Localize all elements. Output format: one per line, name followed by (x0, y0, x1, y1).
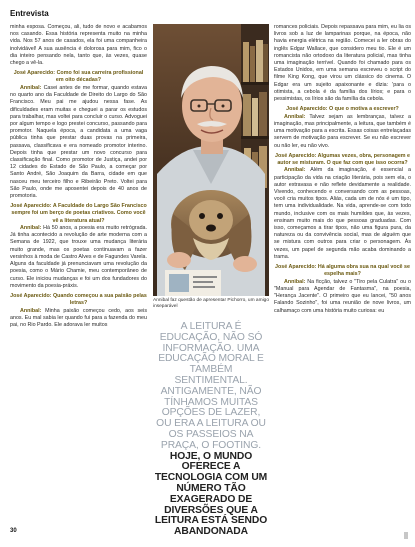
question: José Aparecido: Algumas vezes, obra, personagem e autor se misturam. O que faz com que isso ocorra? (274, 152, 411, 166)
answer-speaker: Annibal: (284, 113, 306, 120)
answer-speaker: Annibal: (20, 225, 42, 232)
question: José Aparecido: Quando começou a sua paixão pelas letras? (10, 292, 147, 307)
question: José Aparecido: Como foi sua carreira profissional em oito décadas? (13, 70, 144, 84)
answer (274, 167, 411, 261)
question: José Aparecido: O que o motiva a escrever? (286, 106, 399, 113)
answer-speaker: Annibal: (20, 84, 42, 91)
answer-text: Na ficção, talvez o "Tiro pela Culatra" ou o "Manual para Agendar de Fantasma", na poesia, "Herança Jacente". O primeiro que eu lancei, "50 anos Falando Sozinho", foi uma reunião de nove livros, um calhamaço com uma história muito curiosa: eu (274, 278, 411, 314)
paragraph: minha esposa. Começou, ali, tudo de novo e acabamos nos casando. Essa história representa muito na minha vida. Nos 57 anos de casados, ela foi uma companheira inolvidável! A sua ausência é dolorosa para mim, fico o dia inteiro pensando nela, tanto que, às vezes, quase chego a vê-la. (10, 24, 147, 67)
interview-photo (153, 24, 269, 296)
answer (10, 225, 147, 290)
answer (274, 114, 411, 150)
photo-illustration (153, 24, 269, 296)
pull-quote-light: A LEITURA É EDUCAÇÃO, NÃO SÓ INFORMAÇÃO. UMA EDUCAÇÃO MORAL E TAMBÉM SENTIMENTAL. ANTIGAMENTE, NÃO TÍNHAMOS MUITAS OPÇÕES DE LAZER, OU ERA A LEITURA OU OS PASSEIOS NA PRAÇA, O FOOTING. (156, 321, 266, 451)
right-column (274, 24, 411, 315)
answer-text: Minha paixão começou cedo, aos seis anos. Eu mal sabia ler quando fui para a fazenda do meu pai, no Rio Pardo. Ele adorava ler muitos (10, 307, 147, 329)
answer (10, 85, 147, 200)
answer-text: Além da imaginação, é essencial a participação da vida na criação literária, pois sem ela, o autor extravasa e não reflete devidamente a realidade. Vivendo, conhecendo e conversando com as pessoas, você cria muitos tipos. Aliás, cada um de nós é um tipo, tem uma individualidade. Na vida, aprende-se com todo mundo, inclusive com os mais humildes que, às vezes, ensinam muito mais do que pessoas graduadas. Com isso, começamos a tirar tipos, não uma figura pura, da natureza ou da convivência social, mas de alguém que se mistura com outros para criar o personagem. Às vezes, um papel de segunda mão acaba dominando a trama. (274, 167, 411, 260)
answer-speaker: Annibal: (20, 307, 42, 314)
answer-speaker: Annibal: (284, 167, 306, 174)
paragraph: romances policiais. Depois repassava para mim, eu lia os livros sob a luz de lamparinas porque, na época, não havia energia elétrica na região. Comecei a ler obras do inglês Edgar Wallace, que considero meu tio. Ele é um romancista não ortodoxo da literatura policial, mas tinha uma imaginação terrível. Quando foi chamado para os Estados Unidos, em uma semana escreveu o script do filme King Kong, que virou um clássico do cinema. O Edgar era um sujeito apaixonante e dizia: 'para o otimista, a cebola é da família dos lírios; e para o pessimistas, os lírios são da família da cebola. (274, 24, 411, 103)
page-edge-mark (404, 532, 408, 539)
pull-quote (153, 322, 269, 538)
answer (10, 308, 147, 330)
answer (274, 279, 411, 315)
pull-quote-bold: HOJE, O MUNDO OFERECE A TECNOLOGIA COM UM NÚMERO TÃO EXAGERADO DE DIVERSÕES QUE A LEITURA ESTÁ SENDO ABANDONADA (154, 450, 268, 538)
photo-caption: Annibal faz questão de apresentar Pichorro, um amigo inseparável (153, 298, 269, 309)
answer-speaker: Annibal: (284, 278, 306, 285)
answer-text: Talvez sejam as lembranças, talvez a imaginação, mas principalmente, a leitura, que também é uma motivação para a escrita. Essas coisas entrelaçadas servem de motivação para escrever. Se eu não escrever ou não ler, eu não vivo. (274, 113, 411, 149)
answer-text: Casei antes de me formar, quando estava no quarto ano da Faculdade de Direito do Largo do São Francisco. Meu pai me ajudou nessa fase. As dificuldades eram muitas e cheguei a parar os estudos para trabalhar, mas voltei para concluir o curso. Advoguei por algum tempo e logo prestei concurso, passando para promotor. Naquela época, a candidata a uma vaga pública tinha que prestar duas provas na primeira, passava, classificava e era nomeado promotor interino. Depois tinha que prestar um novo concurso para classificação final. Como promotor de Justiça, andei por 12 cidades do Estado de São Paulo, a começar por Santo André, São Joaquim da Barra, cidade em que nasceu meu terceiro filho e Ribeirão Preto. Voltei para São Paulo, onde me aposentei depois de 40 anos de promotoria. (10, 84, 147, 199)
left-column (10, 24, 147, 330)
page-number: 30 (10, 528, 17, 534)
question: José Aparecido: Há alguma obra sua na qual você se espelha mais? (275, 264, 410, 278)
section-title: Entrevista (10, 9, 49, 18)
question: José Aparecido: A Faculdade do Largo São Francisco sempre foi um berço de poetas criativos. Como você vê a literatura atual? (10, 203, 147, 224)
answer-text: Há 50 anos, a poesia era muito retrógrada. Já tinha acontecido a revolução de arte moderna com a Semana de 1922, que trouxe uma mudança literária muito grande, mas os poetas continuavam a fazer versinhos à moda de Castro Alves e de Fagundes Varela. Alguns da faculdade já prenunciavam uma revolução da poesia, como o Mário Chamie, meu contemporâneo de curso. Ele iniciou mudanças e foi um dos fundadores do movimento da poesia-práxis. (10, 225, 147, 289)
